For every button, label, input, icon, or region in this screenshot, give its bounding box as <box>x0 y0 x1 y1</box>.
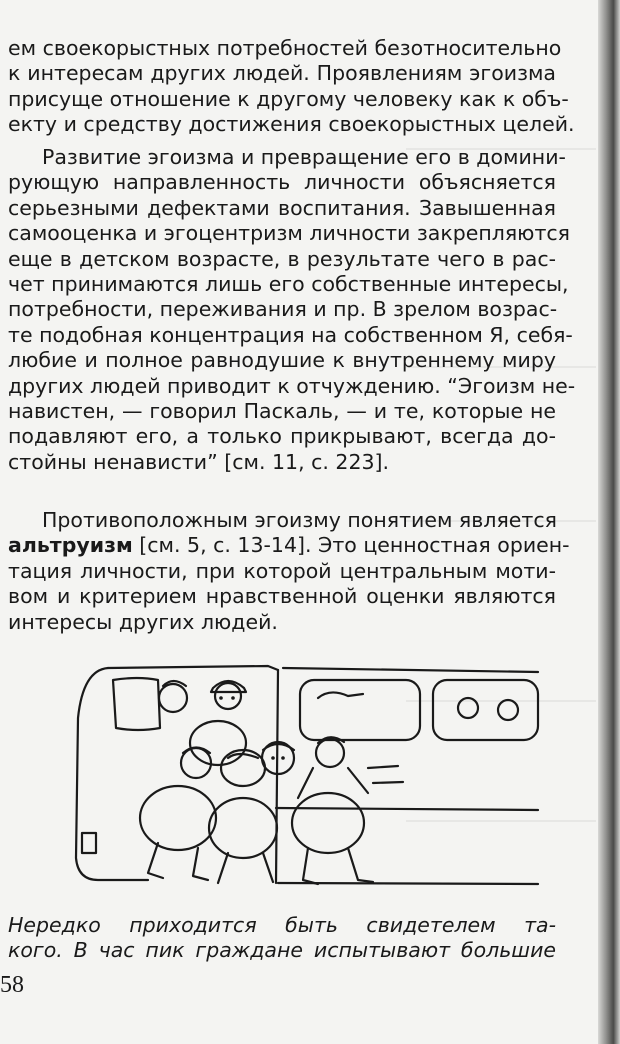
window-passenger-head <box>458 698 478 718</box>
passenger-head <box>159 684 187 712</box>
text-line: те подобная концентрация на собственном Я, себя- <box>8 322 573 347</box>
bus-roof <box>283 668 538 672</box>
text-line: подавляют его, а только прикрывают, всегда до- <box>8 424 556 449</box>
caption-line: Нередко приходится быть свидетелем та- <box>8 913 556 937</box>
passenger-legs <box>303 848 373 884</box>
bus-window <box>433 680 538 740</box>
window-passenger-head <box>498 700 518 720</box>
text-line: рующую направленность личности объясняется <box>8 170 556 195</box>
text-line: потребности, переживания и пр. В зрелом возрас- <box>8 297 558 322</box>
passenger-body <box>292 793 364 853</box>
text-line: интересы других людей. <box>8 609 278 634</box>
bus-front-outline <box>76 668 148 880</box>
text-line: присуще отношение к другому человеку как к объ- <box>8 86 569 111</box>
illustration-caption <box>8 913 556 963</box>
text-line: стойны ненависти” [см. 11, с. 223]. <box>8 449 390 474</box>
text-fragment: [см. 5, с. 13-14]. Это ценностная ориен- <box>132 533 570 558</box>
text-line <box>8 533 570 558</box>
text-line: самооценка и эгоцентризм личности закрепляются <box>8 221 570 246</box>
text-line: вом и критерием нравственной оценки являются <box>8 584 556 609</box>
passenger-head <box>221 750 265 786</box>
bus-headlight <box>82 833 96 853</box>
passenger-body <box>140 786 216 850</box>
text-line: к интересам других людей. Проявлениям эгоизма <box>8 61 556 86</box>
text-line: тация личности, при которой центральным моти- <box>8 558 556 583</box>
text-line: Развитие эгоизма и превращение его в домини- <box>42 145 566 169</box>
book-spine-shadow <box>598 0 620 1044</box>
passenger-hand <box>318 692 363 698</box>
passenger-hair <box>228 754 258 758</box>
rush-hour-bus-cartoon <box>68 658 558 898</box>
text-line: серьезными дефектами воспитания. Завышенная <box>8 195 556 220</box>
bus-window <box>300 680 420 740</box>
motion-line <box>368 766 403 783</box>
text-line: любие и полное равнодушие к внутреннему миру <box>8 348 556 373</box>
caption-line: кого. В час пик граждане испытывают большие <box>8 938 556 962</box>
text-line: еще в детском возрасте, в результате чего в рас- <box>8 246 556 271</box>
text-line: екту и средству достижения своекорыстных целей. <box>8 112 575 137</box>
passenger-head <box>215 683 241 709</box>
text-line: Противоположным эгоизму понятием является <box>42 508 557 532</box>
bus-body-line <box>276 808 538 810</box>
term-altruism: альтруизм <box>8 533 133 558</box>
paragraph-continuation <box>8 36 575 138</box>
passenger-body <box>209 798 277 858</box>
paragraph-egoism <box>8 145 576 475</box>
text-line: навистен, — говорил Паскаль, — и те, которые не <box>8 399 556 424</box>
passenger-body <box>190 721 246 765</box>
passenger-legs <box>148 843 208 880</box>
text-line: ем своекорыстных потребностей безотносительно <box>8 36 562 60</box>
bus-roof-front <box>108 666 278 670</box>
passenger-head <box>316 739 344 767</box>
page-number: 58 <box>0 972 24 998</box>
text-line: других людей приводит к отчуждению. “Эгоизм не- <box>8 373 576 398</box>
text-line: чет принимаются лишь его собственные интересы, <box>8 272 569 297</box>
paragraph-altruism <box>8 508 570 635</box>
bus-front-window <box>113 678 160 730</box>
bus-door-frame <box>276 670 278 883</box>
